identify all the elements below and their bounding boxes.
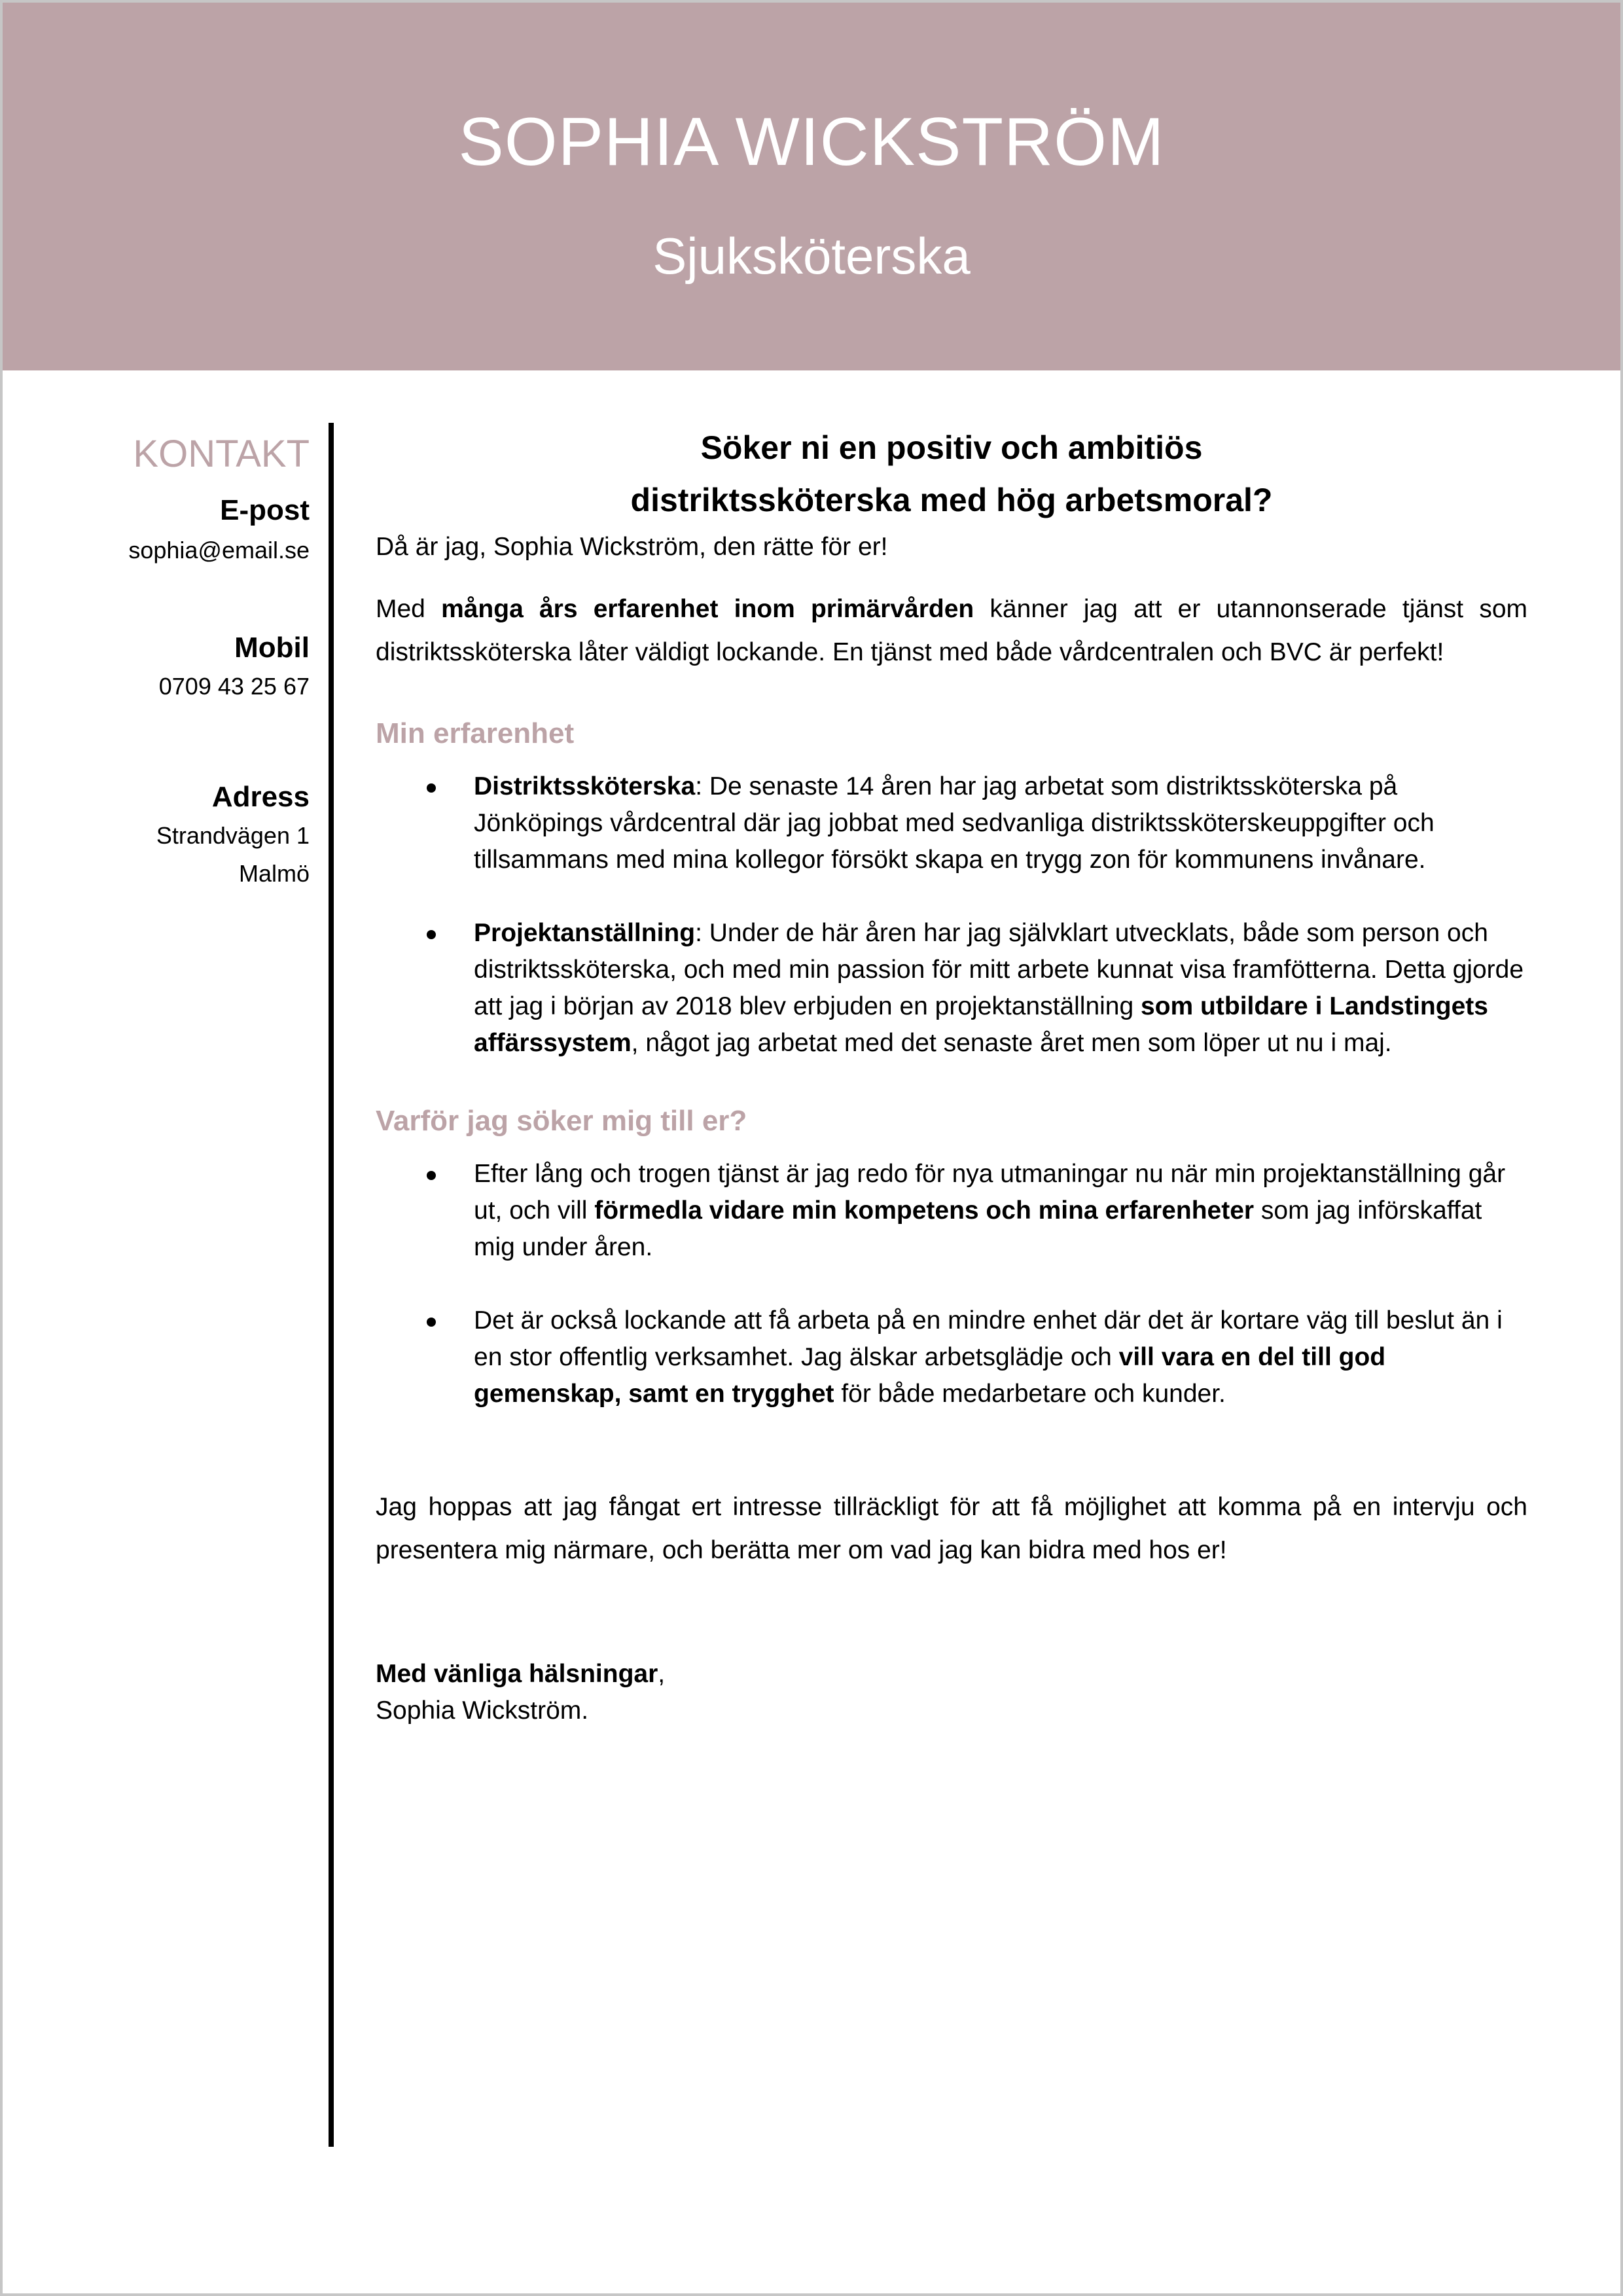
closing-paragraph: Jag hoppas att jag fångat ert intresse tillräckligt för att få möjlighet att komma på en intervju och presentera mig närmare, och berätta mer om vad jag kan bidra med hos er!	[376, 1493, 1527, 1564]
list-item	[376, 1302, 1527, 1412]
vertical-divider	[329, 423, 334, 2147]
email-value: sophia@email.se	[128, 537, 310, 564]
intro-paragraph: Då är jag, Sophia Wickström, den rätte för er!	[376, 533, 888, 561]
exp2-end: , något jag arbetat med det senaste året men som löper ut nu i maj.	[631, 1029, 1392, 1057]
exp2-text: : Under de här åren har jag självklart utvecklats, både som person och distriktssköterska, och med min passion för mitt arbete kunnat visa framfötterna. Detta gjorde att jag i början av 2018 blev erbjuden en projektanställning	[474, 919, 1524, 1020]
letter-body	[376, 422, 1527, 1729]
header-banner	[3, 3, 1620, 370]
applicant-name: SOPHIA WICKSTRÖM	[458, 104, 1165, 180]
bullet-icon	[427, 930, 436, 939]
signoff	[376, 1656, 1527, 1729]
contact-sidebar	[22, 422, 310, 893]
headline-line-2: distriktssköterska med hög arbetsmoral?	[630, 482, 1273, 518]
experience-list	[376, 768, 1527, 1062]
why1-text: Efter lång och trogen tjänst är jag redo för nya utmaningar nu när min projektanställning går ut, och vill	[474, 1160, 1506, 1225]
phone-value: 0709 43 25 67	[158, 673, 310, 700]
why1-end: som jag införskaffat mig under åren.	[474, 1196, 1482, 1261]
address-city: Malmö	[238, 860, 310, 887]
why2-end: för både medarbetare och kunder.	[834, 1380, 1226, 1408]
experience-summary-paragraph	[376, 588, 1527, 674]
address-street: Strandvägen 1	[156, 822, 310, 849]
bullet-icon	[427, 783, 436, 793]
section-heading-experience: Min erfarenhet	[376, 717, 575, 749]
list-item	[376, 915, 1527, 1062]
signoff-greeting: Med vänliga hälsningar	[376, 1660, 658, 1688]
why1-bold: förmedla vidare min kompetens och mina erfarenheter	[594, 1196, 1255, 1225]
contact-heading: KONTAKT	[133, 433, 310, 475]
exp2-bold-2: som utbildare i Landstingets affärssystem	[474, 992, 1488, 1057]
headline-line-1: Söker ni en positiv och ambitiös	[700, 429, 1203, 466]
bullet-icon	[427, 1318, 436, 1327]
para1-bold: många års erfarenhet inom primärvården	[441, 595, 974, 623]
exp1-bold: Distriktssköterska	[474, 772, 696, 800]
headline	[376, 422, 1527, 526]
signoff-comma: ,	[658, 1660, 666, 1688]
section-heading-motivation: Varför jag söker mig till er?	[376, 1105, 747, 1137]
para1-start: Med	[376, 595, 442, 623]
exp2-bold: Projektanställning	[474, 919, 696, 947]
bullet-icon	[427, 1171, 436, 1180]
motivation-list	[376, 1156, 1527, 1412]
why2-bold: vill vara en del till god gemenskap, samt en trygghet	[474, 1343, 1386, 1408]
address-label: Adress	[211, 781, 310, 813]
phone-label: Mobil	[234, 632, 310, 664]
applicant-title: Sjuksköterska	[652, 227, 971, 285]
exp1-text: : De senaste 14 åren har jag arbetat som distriktssköterska på Jönköpings vårdcentral där jag jobbat med sedvanliga distriktssköterskeuppgifter och tillsammans med mina kollegor försökt skapa en trygg zon för kommunens invånare.	[474, 772, 1435, 874]
para1-end: känner jag att er utannonserade tjänst som distriktssköterska låter väldigt lockande. En tjänst med både vårdcentralen och BVC är perfekt!	[376, 595, 1528, 666]
list-item	[376, 1156, 1527, 1266]
list-item	[376, 768, 1527, 878]
why2-text: Det är också lockande att få arbeta på en mindre enhet där det är kortare väg till beslut än i en stor offentlig verksamhet. Jag älskar arbetsglädje och	[474, 1306, 1503, 1371]
signature-name: Sophia Wickström.	[376, 1696, 589, 1725]
email-label: E-post	[220, 494, 310, 526]
